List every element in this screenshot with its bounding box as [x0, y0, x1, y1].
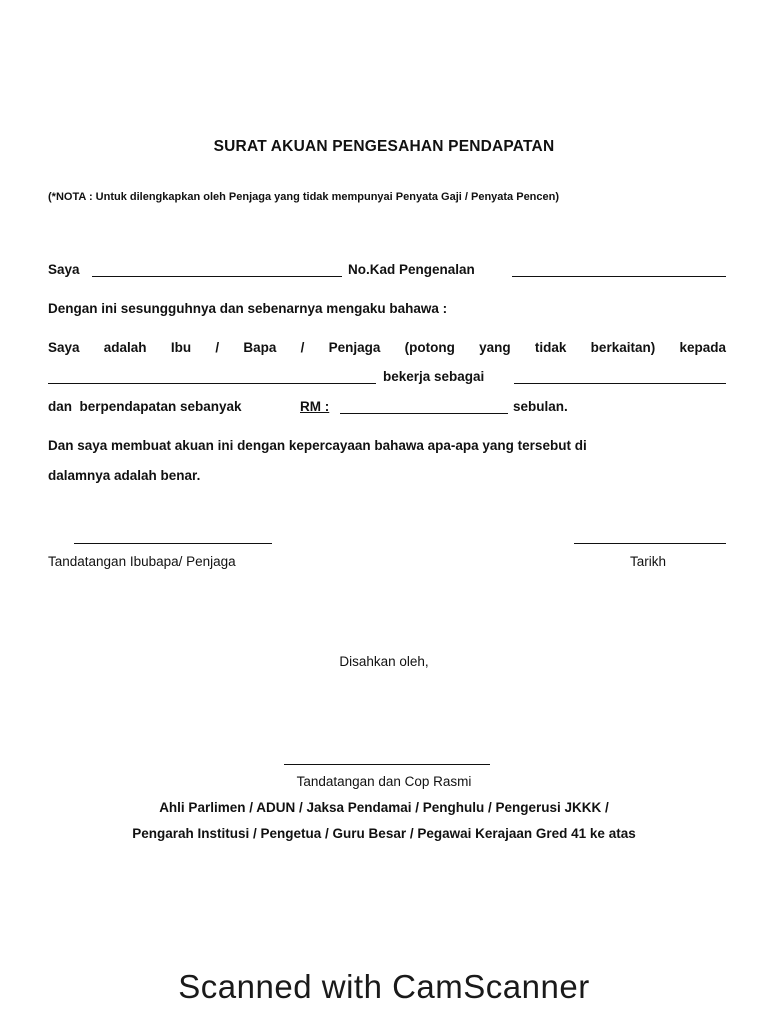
note-text: (*NOTA : Untuk dilengkapkan oleh Penjaga yang tidak mempunyai Penyata Gaji / Penyata Pencen) — [48, 191, 560, 203]
rm-label: RM : — [300, 399, 330, 414]
declaration-statement: Dan saya membuat akuan ini dengan kepercayaan bahawa apa-apa yang tersebut di — [48, 438, 587, 453]
declaration-intro: Dengan ini sesungguhnya dan sebenarnya mengaku bahawa : — [48, 301, 448, 316]
parent-signature-line — [74, 543, 272, 544]
occupation-label: bekerja sebagai — [383, 369, 485, 384]
saya-label: Saya — [48, 262, 80, 277]
official-stamp-label: Tandatangan dan Cop Rasmi — [296, 774, 472, 789]
ic-blank-line — [512, 276, 726, 277]
parent-signature-label: Tandatangan Ibubapa/ Penjaga — [48, 554, 236, 569]
camscanner-watermark: Scanned with CamScanner — [178, 968, 590, 1005]
official-signature-line — [284, 764, 490, 765]
officials-list-1: Ahli Parlimen / ADUN / Jaksa Pendamai / Penghulu / Pengerusi JKKK / — [159, 800, 609, 815]
document-title: SURAT AKUAN PENGESAHAN PENDAPATAN — [213, 138, 555, 155]
name-blank-line — [92, 276, 342, 277]
occupation-blank-line — [514, 383, 726, 384]
income-prefix: dan berpendapatan sebanyak — [48, 399, 242, 414]
relationship-text: Saya adalah Ibu / Bapa / Penjaga (potong yang tidak berkaitan) kepada — [48, 340, 726, 355]
child-name-blank-line — [48, 383, 376, 384]
officials-list-2: Pengarah Institusi / Pengetua / Guru Besar / Pegawai Kerajaan Gred 41 ke atas — [132, 826, 636, 841]
date-label: Tarikh — [630, 554, 667, 569]
verified-by-label: Disahkan oleh, — [339, 654, 429, 669]
income-blank-line — [340, 413, 508, 414]
declaration-statement-end: dalamnya adalah benar. — [48, 468, 201, 483]
ic-label: No.Kad Pengenalan — [348, 262, 475, 277]
income-suffix: sebulan. — [513, 399, 568, 414]
date-line — [574, 543, 726, 544]
